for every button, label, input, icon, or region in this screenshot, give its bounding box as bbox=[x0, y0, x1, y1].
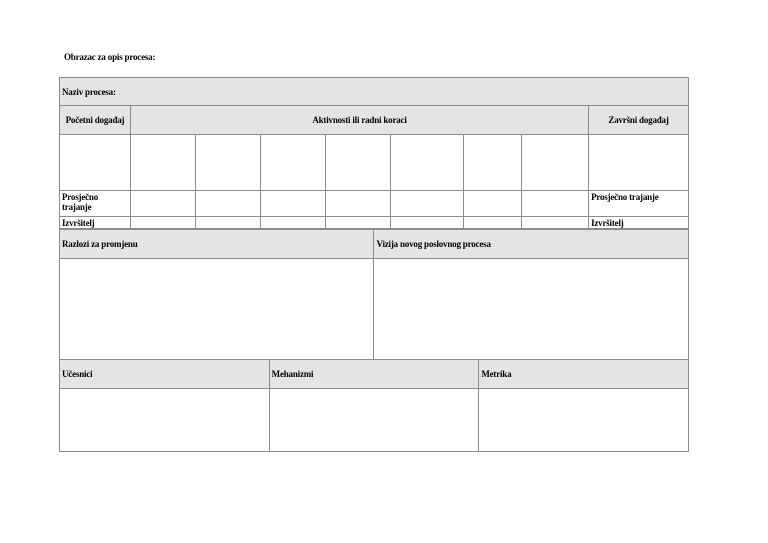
reasons-cell[interactable] bbox=[60, 259, 374, 360]
participants-body-row bbox=[60, 389, 689, 452]
participants-table bbox=[59, 359, 689, 452]
step-cell[interactable] bbox=[522, 135, 589, 191]
metrics-cell[interactable] bbox=[479, 389, 689, 452]
participants-header: Učesnici bbox=[60, 360, 270, 389]
avg-duration-row bbox=[60, 191, 689, 217]
vision-body-row bbox=[60, 259, 689, 360]
performer-cell[interactable] bbox=[195, 217, 260, 229]
duration-cell[interactable] bbox=[325, 191, 391, 217]
performer-cell[interactable] bbox=[464, 217, 522, 229]
participants-header-row bbox=[60, 360, 689, 389]
activities-header: Aktivnosti ili radni koraci bbox=[130, 106, 588, 135]
participants-cell[interactable] bbox=[60, 389, 270, 452]
vision-header: Vizija novog poslovnog procesa bbox=[374, 230, 689, 259]
steps-row bbox=[60, 135, 689, 191]
document-title: Obrazac za opis procesa: bbox=[64, 52, 156, 62]
metrics-header: Metrika bbox=[479, 360, 689, 389]
reasons-header: Razlozi za promjenu bbox=[60, 230, 374, 259]
performer-cell[interactable] bbox=[325, 217, 391, 229]
mechanisms-cell[interactable] bbox=[269, 389, 479, 452]
change-vision-table bbox=[59, 229, 689, 360]
start-event-header: Početni događaj bbox=[60, 106, 131, 135]
duration-cell[interactable] bbox=[195, 191, 260, 217]
avg-duration-label: Prosječno trajanje bbox=[60, 191, 131, 217]
performer-label: Izvršitelj bbox=[60, 217, 131, 229]
header-row bbox=[60, 106, 689, 135]
vision-cell[interactable] bbox=[374, 259, 689, 360]
process-steps-table bbox=[59, 77, 689, 229]
step-cell[interactable] bbox=[260, 135, 325, 191]
end-event-header: Završni događaj bbox=[589, 106, 689, 135]
start-event-cell[interactable] bbox=[60, 135, 131, 191]
process-name-row bbox=[60, 78, 689, 106]
performer-cell[interactable] bbox=[522, 217, 589, 229]
step-cell[interactable] bbox=[464, 135, 522, 191]
duration-cell[interactable] bbox=[464, 191, 522, 217]
performer-cell[interactable] bbox=[260, 217, 325, 229]
performer-row bbox=[60, 217, 689, 229]
step-cell[interactable] bbox=[391, 135, 464, 191]
performer-cell[interactable] bbox=[391, 217, 464, 229]
duration-cell[interactable] bbox=[260, 191, 325, 217]
duration-cell[interactable] bbox=[391, 191, 464, 217]
avg-duration-right-label: Prosječno trajanje bbox=[589, 191, 689, 217]
duration-cell[interactable] bbox=[522, 191, 589, 217]
vision-header-row bbox=[60, 230, 689, 259]
step-cell[interactable] bbox=[130, 135, 195, 191]
step-cell[interactable] bbox=[325, 135, 391, 191]
duration-cell[interactable] bbox=[130, 191, 195, 217]
process-name-label: Naziv procesa: bbox=[60, 78, 689, 106]
mechanisms-header: Mehanizmi bbox=[269, 360, 479, 389]
performer-cell[interactable] bbox=[130, 217, 195, 229]
end-event-cell[interactable] bbox=[589, 135, 689, 191]
performer-right-label: Izvršitelj bbox=[589, 217, 689, 229]
step-cell[interactable] bbox=[195, 135, 260, 191]
